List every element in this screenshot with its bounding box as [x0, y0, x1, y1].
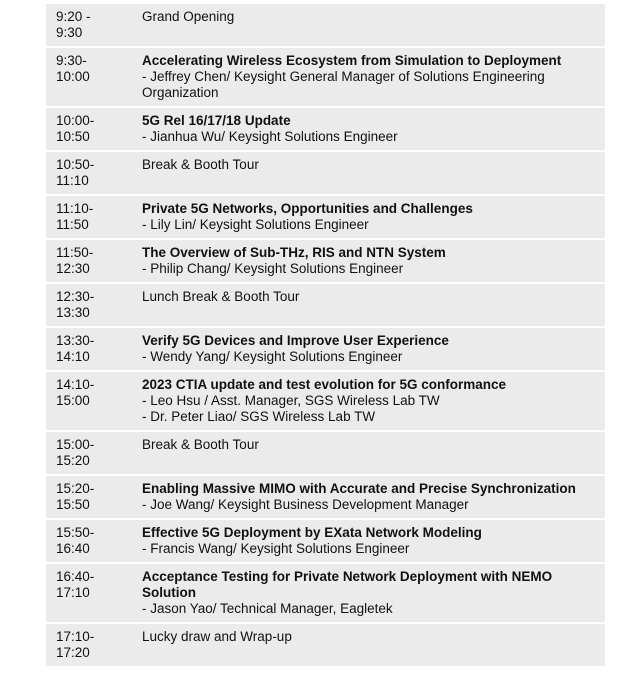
agenda-content [142, 245, 605, 278]
session-speaker: - Jianhua Wu/ Keysight Solutions Engineer [142, 129, 398, 144]
agenda-table [46, 4, 605, 668]
agenda-row [46, 48, 605, 108]
agenda-time: 10:00- 10:50 [56, 113, 95, 144]
agenda-row [46, 564, 605, 624]
session-title: Private 5G Networks, Opportunities and Challenges [142, 201, 473, 216]
session-title: 2023 CTIA update and test evolution for 5G conformance [142, 377, 507, 392]
agenda-row [46, 196, 605, 240]
session-title: Effective 5G Deployment by EXata Network Modeling [142, 525, 482, 540]
session-title: Grand Opening [142, 9, 235, 24]
agenda-content [142, 289, 605, 322]
agenda-row [46, 372, 605, 432]
agenda-row [46, 432, 605, 476]
agenda-content [142, 377, 605, 426]
agenda-time: 13:30- 14:10 [56, 333, 95, 364]
session-title: Break & Booth Tour [142, 157, 259, 172]
agenda-content [142, 525, 605, 558]
agenda-content [142, 437, 605, 470]
session-title: Accelerating Wireless Ecosystem from Simulation to Deployment [142, 53, 562, 68]
agenda-content [142, 53, 605, 102]
agenda-content [142, 333, 605, 366]
agenda-time: 15:50- 16:40 [56, 525, 95, 556]
session-title: Verify 5G Devices and Improve User Experience [142, 333, 449, 348]
session-speaker: - Francis Wang/ Keysight Solutions Engineer [142, 541, 410, 556]
session-speaker: - Joe Wang/ Keysight Business Development Manager [142, 497, 469, 512]
agenda-time: 12:30- 13:30 [56, 289, 95, 320]
session-title: Enabling Massive MIMO with Accurate and Precise Synchronization [142, 481, 576, 496]
session-title: Acceptance Testing for Private Network Deployment with NEMO Solution [142, 569, 553, 600]
agenda-content [142, 113, 605, 146]
agenda-content [142, 157, 605, 190]
agenda-content [142, 569, 605, 618]
agenda-content [142, 629, 605, 662]
session-title: Lucky draw and Wrap-up [142, 629, 292, 644]
session-title: 5G Rel 16/17/18 Update [142, 113, 291, 128]
agenda-row [46, 328, 605, 372]
agenda-content [142, 201, 605, 234]
session-speaker: - Jason Yao/ Technical Manager, Eagletek [142, 601, 393, 616]
agenda-time: 10:50- 11:10 [56, 157, 95, 188]
agenda-time: 9:30- 10:00 [56, 53, 90, 84]
agenda-row [46, 624, 605, 668]
session-title: Lunch Break & Booth Tour [142, 289, 300, 304]
agenda-content [142, 9, 605, 42]
agenda-time: 17:10- 17:20 [56, 629, 95, 660]
session-title: Break & Booth Tour [142, 437, 259, 452]
agenda-time: 15:20- 15:50 [56, 481, 95, 512]
agenda-time: 11:10- 11:50 [56, 201, 94, 232]
session-speaker: - Lily Lin/ Keysight Solutions Engineer [142, 217, 369, 232]
agenda-content [142, 481, 605, 514]
agenda-time: 15:00- 15:20 [56, 437, 95, 468]
agenda-time: 14:10- 15:00 [56, 377, 95, 408]
agenda-time: 11:50- 12:30 [56, 245, 94, 276]
agenda-time: 16:40- 17:10 [56, 569, 95, 600]
agenda-row [46, 4, 605, 48]
agenda-time: 9:20 - 9:30 [56, 9, 91, 40]
session-speaker: - Dr. Peter Liao/ SGS Wireless Lab TW [142, 409, 376, 424]
agenda-row [46, 476, 605, 520]
session-speaker: - Jeffrey Chen/ Keysight General Manager of Solutions Engineering Organization [142, 69, 545, 100]
agenda-row [46, 520, 605, 564]
session-title: The Overview of Sub-THz, RIS and NTN System [142, 245, 446, 260]
agenda-row [46, 108, 605, 152]
agenda-row [46, 240, 605, 284]
agenda-row [46, 152, 605, 196]
session-speaker: - Philip Chang/ Keysight Solutions Engineer [142, 261, 404, 276]
session-speaker: - Wendy Yang/ Keysight Solutions Engineer [142, 349, 403, 364]
agenda-row [46, 284, 605, 328]
session-speaker: - Leo Hsu / Asst. Manager, SGS Wireless Lab TW [142, 393, 440, 408]
